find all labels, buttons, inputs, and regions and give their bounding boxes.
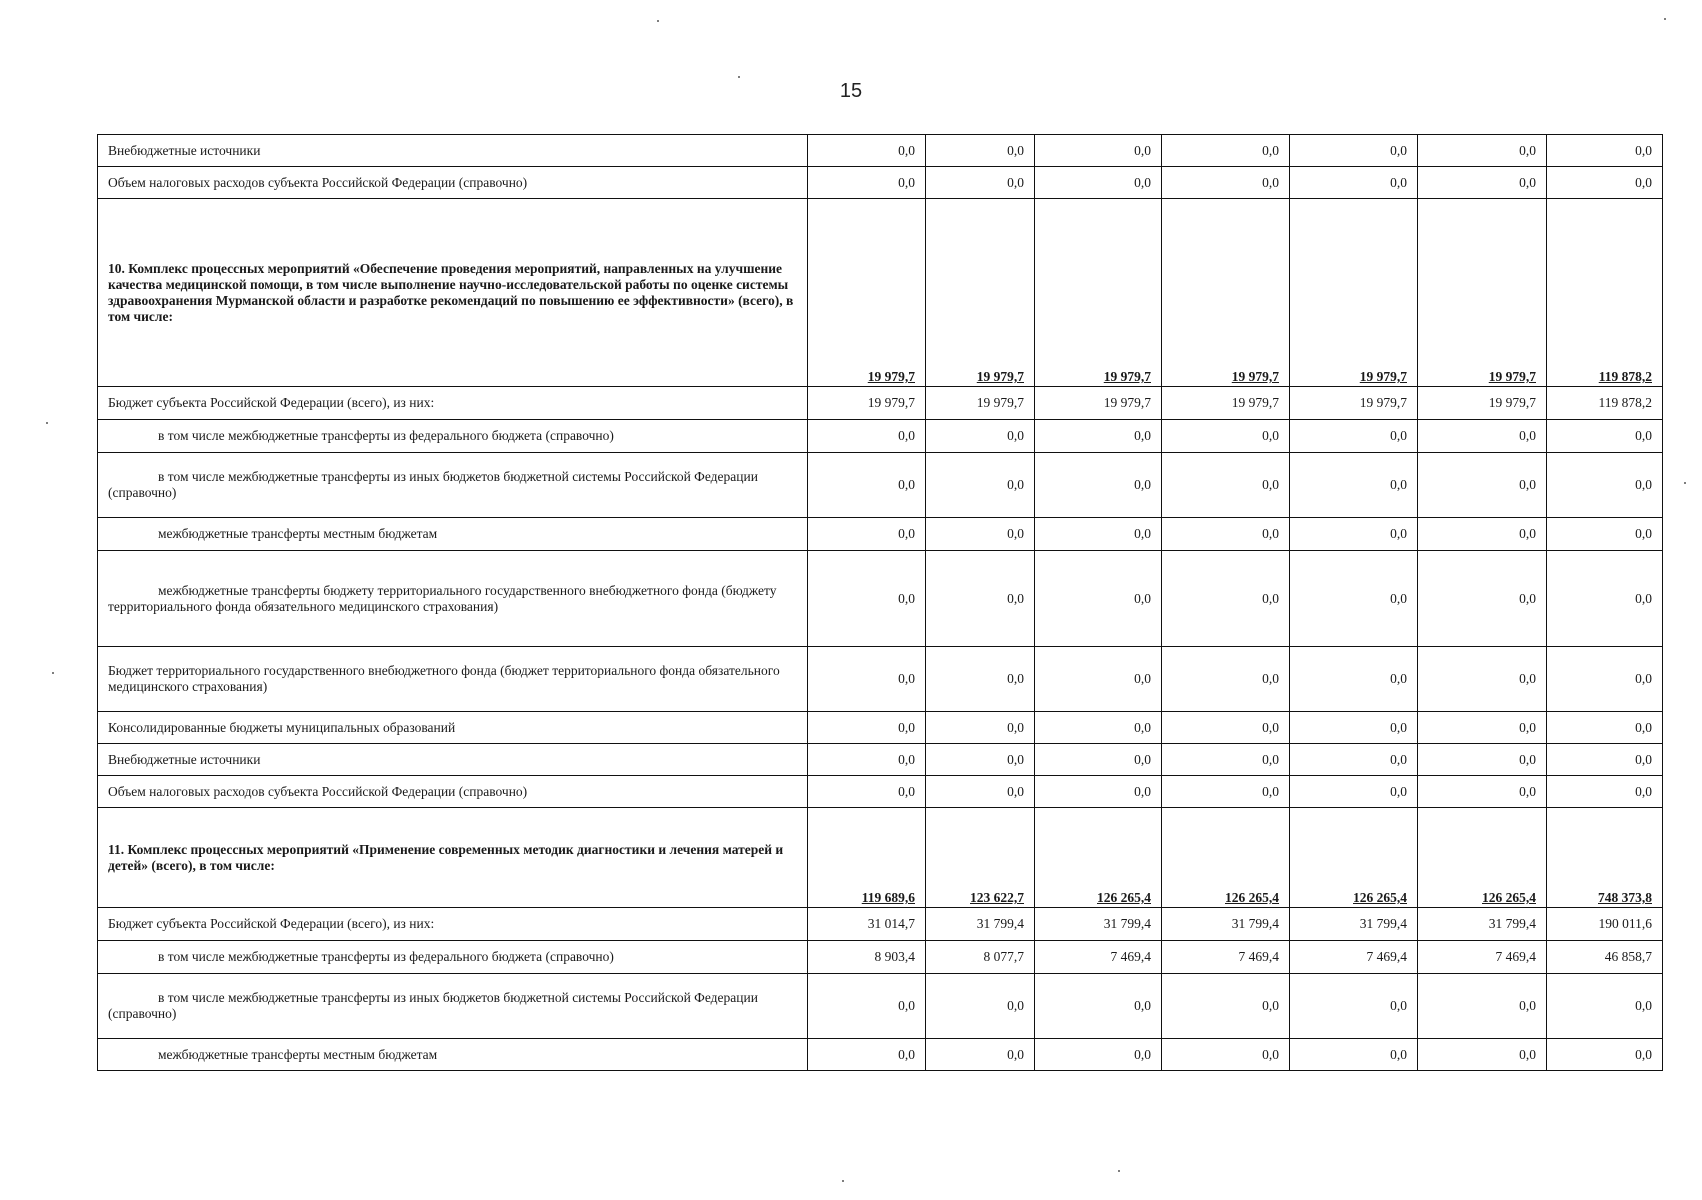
section-total-cell: 19 979,7 xyxy=(926,199,1035,387)
value-cell: 0,0 xyxy=(1162,551,1290,647)
value-cell: 0,0 xyxy=(926,744,1035,776)
value-cell: 0,0 xyxy=(1290,744,1418,776)
value-cell: 0,0 xyxy=(1162,744,1290,776)
value-cell: 0,0 xyxy=(808,135,926,167)
row-label: Внебюджетные источники xyxy=(98,135,808,167)
table-row xyxy=(98,647,1663,712)
value-cell: 19 979,7 xyxy=(926,387,1035,420)
value-cell: 31 799,4 xyxy=(1290,908,1418,941)
value-cell: 0,0 xyxy=(1418,1039,1547,1071)
value-cell: 0,0 xyxy=(1418,647,1547,712)
row-label: межбюджетные трансферты местным бюджетам xyxy=(98,518,808,551)
value-cell: 0,0 xyxy=(1418,776,1547,808)
row-label: Объем налоговых расходов субъекта Российской Федерации (справочно) xyxy=(98,167,808,199)
section-grand-total-cell: 119 878,2 xyxy=(1547,199,1663,387)
value-cell: 0,0 xyxy=(1418,712,1547,744)
total-cell: 0,0 xyxy=(1547,647,1663,712)
section-total-cell: 126 265,4 xyxy=(1035,808,1162,908)
scan-speck xyxy=(657,20,659,22)
value-cell: 0,0 xyxy=(1418,420,1547,453)
value-cell: 0,0 xyxy=(1035,712,1162,744)
value-cell: 0,0 xyxy=(1290,167,1418,199)
total-cell: 0,0 xyxy=(1547,974,1663,1039)
section-row xyxy=(98,199,1663,387)
value-cell: 0,0 xyxy=(808,712,926,744)
value-cell: 7 469,4 xyxy=(1290,941,1418,974)
value-cell: 0,0 xyxy=(1290,551,1418,647)
value-cell: 0,0 xyxy=(926,167,1035,199)
row-label: в том числе межбюджетные трансферты из федерального бюджета (справочно) xyxy=(98,941,808,974)
value-cell: 0,0 xyxy=(1162,518,1290,551)
scan-speck xyxy=(738,76,740,78)
total-cell: 190 011,6 xyxy=(1547,908,1663,941)
scan-speck xyxy=(1684,482,1686,484)
value-cell: 0,0 xyxy=(1035,167,1162,199)
scan-speck xyxy=(52,672,54,674)
total-cell: 0,0 xyxy=(1547,135,1663,167)
total-cell: 0,0 xyxy=(1547,420,1663,453)
value-cell: 0,0 xyxy=(926,453,1035,518)
value-cell: 19 979,7 xyxy=(1418,387,1547,420)
value-cell: 0,0 xyxy=(1035,1039,1162,1071)
scan-speck xyxy=(1118,1170,1120,1172)
value-cell: 8 903,4 xyxy=(808,941,926,974)
table-row xyxy=(98,518,1663,551)
value-cell: 7 469,4 xyxy=(1035,941,1162,974)
section-total-cell: 126 265,4 xyxy=(1290,808,1418,908)
row-label: Бюджет субъекта Российской Федерации (всего), из них: xyxy=(98,387,808,420)
value-cell: 7 469,4 xyxy=(1162,941,1290,974)
page-number: 15 xyxy=(839,80,863,102)
value-cell: 0,0 xyxy=(1290,135,1418,167)
value-cell: 0,0 xyxy=(1162,167,1290,199)
row-label: в том числе межбюджетные трансферты из иных бюджетов бюджетной системы Российской Федерации (справочно) xyxy=(98,974,808,1039)
value-cell: 0,0 xyxy=(1418,744,1547,776)
value-cell: 19 979,7 xyxy=(1162,387,1290,420)
section-total-cell: 19 979,7 xyxy=(1418,199,1547,387)
value-cell: 0,0 xyxy=(1418,518,1547,551)
value-cell: 31 799,4 xyxy=(1418,908,1547,941)
section-total-cell: 19 979,7 xyxy=(1290,199,1418,387)
total-cell: 0,0 xyxy=(1547,776,1663,808)
value-cell: 0,0 xyxy=(1290,420,1418,453)
table-row xyxy=(98,941,1663,974)
value-cell: 0,0 xyxy=(926,1039,1035,1071)
table-row xyxy=(98,387,1663,420)
value-cell: 0,0 xyxy=(1290,647,1418,712)
value-cell: 0,0 xyxy=(1162,974,1290,1039)
row-label: Консолидированные бюджеты муниципальных образований xyxy=(98,712,808,744)
value-cell: 0,0 xyxy=(926,647,1035,712)
value-cell: 0,0 xyxy=(808,744,926,776)
row-label: Бюджет территориального государственного внебюджетного фонда (бюджет территориального фонда обязательного медицинского страхования) xyxy=(98,647,808,712)
total-cell: 0,0 xyxy=(1547,167,1663,199)
section-total-cell: 126 265,4 xyxy=(1162,808,1290,908)
total-cell: 0,0 xyxy=(1547,1039,1663,1071)
table-row xyxy=(98,453,1663,518)
value-cell: 0,0 xyxy=(1290,776,1418,808)
value-cell: 0,0 xyxy=(1162,453,1290,518)
value-cell: 0,0 xyxy=(926,420,1035,453)
row-label: межбюджетные трансферты местным бюджетам xyxy=(98,1039,808,1071)
value-cell: 0,0 xyxy=(1035,647,1162,712)
value-cell: 0,0 xyxy=(926,135,1035,167)
table-row xyxy=(98,908,1663,941)
table-row xyxy=(98,551,1663,647)
value-cell: 8 077,7 xyxy=(926,941,1035,974)
section-total-cell: 119 689,6 xyxy=(808,808,926,908)
value-cell: 31 799,4 xyxy=(1162,908,1290,941)
value-cell: 0,0 xyxy=(1035,551,1162,647)
value-cell: 0,0 xyxy=(1418,135,1547,167)
value-cell: 0,0 xyxy=(1035,420,1162,453)
total-cell: 46 858,7 xyxy=(1547,941,1663,974)
value-cell: 0,0 xyxy=(1035,776,1162,808)
scan-speck xyxy=(1664,18,1666,20)
total-cell: 0,0 xyxy=(1547,744,1663,776)
section-total-cell: 123 622,7 xyxy=(926,808,1035,908)
total-cell: 0,0 xyxy=(1547,453,1663,518)
value-cell: 0,0 xyxy=(1290,453,1418,518)
value-cell: 0,0 xyxy=(1035,518,1162,551)
section-title: 11. Комплекс процессных мероприятий «Применение современных методик диагностики и лечения матерей и детей» (всего), в том числе: xyxy=(98,808,808,908)
value-cell: 31 799,4 xyxy=(926,908,1035,941)
budget-table-container xyxy=(97,134,1662,1071)
total-cell: 0,0 xyxy=(1547,551,1663,647)
value-cell: 0,0 xyxy=(926,551,1035,647)
section-total-cell: 126 265,4 xyxy=(1418,808,1547,908)
table-row xyxy=(98,135,1663,167)
value-cell: 0,0 xyxy=(808,776,926,808)
value-cell: 19 979,7 xyxy=(1035,387,1162,420)
value-cell: 0,0 xyxy=(808,551,926,647)
value-cell: 0,0 xyxy=(1290,1039,1418,1071)
section-total-cell: 19 979,7 xyxy=(1162,199,1290,387)
value-cell: 0,0 xyxy=(1162,776,1290,808)
value-cell: 0,0 xyxy=(1162,135,1290,167)
value-cell: 19 979,7 xyxy=(1290,387,1418,420)
value-cell: 31 014,7 xyxy=(808,908,926,941)
total-cell: 0,0 xyxy=(1547,518,1663,551)
row-label: Бюджет субъекта Российской Федерации (всего), из них: xyxy=(98,908,808,941)
row-label: Внебюджетные источники xyxy=(98,744,808,776)
value-cell: 0,0 xyxy=(808,974,926,1039)
value-cell: 0,0 xyxy=(926,518,1035,551)
section-title: 10. Комплекс процессных мероприятий «Обеспечение проведения мероприятий, направленных на улучшение качества медицинской помощи, в том числе выполнение научно-исследовательской работы по оценке системы здравоохранения Мурманской области и разработке рекомендаций по повышению ее эффективности» (всего), в том числе: xyxy=(98,199,808,387)
table-row xyxy=(98,1039,1663,1071)
scan-speck xyxy=(46,422,48,424)
total-cell: 0,0 xyxy=(1547,712,1663,744)
section-grand-total-cell: 748 373,8 xyxy=(1547,808,1663,908)
value-cell: 0,0 xyxy=(1162,1039,1290,1071)
table-row xyxy=(98,776,1663,808)
value-cell: 0,0 xyxy=(1162,647,1290,712)
value-cell: 0,0 xyxy=(1418,453,1547,518)
value-cell: 0,0 xyxy=(926,974,1035,1039)
value-cell: 0,0 xyxy=(1162,420,1290,453)
budget-table xyxy=(97,134,1663,1071)
row-label: в том числе межбюджетные трансферты из федерального бюджета (справочно) xyxy=(98,420,808,453)
value-cell: 0,0 xyxy=(1418,974,1547,1039)
value-cell: 0,0 xyxy=(1035,744,1162,776)
value-cell: 0,0 xyxy=(1290,712,1418,744)
value-cell: 0,0 xyxy=(808,518,926,551)
section-total-cell: 19 979,7 xyxy=(1035,199,1162,387)
total-cell: 119 878,2 xyxy=(1547,387,1663,420)
scan-speck xyxy=(842,1180,844,1182)
table-row xyxy=(98,744,1663,776)
value-cell: 0,0 xyxy=(808,647,926,712)
value-cell: 0,0 xyxy=(1162,712,1290,744)
value-cell: 31 799,4 xyxy=(1035,908,1162,941)
section-row xyxy=(98,808,1663,908)
value-cell: 0,0 xyxy=(808,453,926,518)
value-cell: 0,0 xyxy=(1035,453,1162,518)
value-cell: 0,0 xyxy=(926,776,1035,808)
value-cell: 0,0 xyxy=(808,420,926,453)
table-row xyxy=(98,167,1663,199)
table-row xyxy=(98,974,1663,1039)
value-cell: 0,0 xyxy=(1290,518,1418,551)
row-label: в том числе межбюджетные трансферты из иных бюджетов бюджетной системы Российской Федерации (справочно) xyxy=(98,453,808,518)
value-cell: 0,0 xyxy=(1035,974,1162,1039)
value-cell: 19 979,7 xyxy=(808,387,926,420)
value-cell: 0,0 xyxy=(1035,135,1162,167)
section-total-cell: 19 979,7 xyxy=(808,199,926,387)
row-label: межбюджетные трансферты бюджету территориального государственного внебюджетного фонда (бюджету территориального фонда обязательного медицинского страхования) xyxy=(98,551,808,647)
table-row xyxy=(98,420,1663,453)
value-cell: 7 469,4 xyxy=(1418,941,1547,974)
value-cell: 0,0 xyxy=(1418,551,1547,647)
value-cell: 0,0 xyxy=(926,712,1035,744)
value-cell: 0,0 xyxy=(1290,974,1418,1039)
value-cell: 0,0 xyxy=(1418,167,1547,199)
row-label: Объем налоговых расходов субъекта Российской Федерации (справочно) xyxy=(98,776,808,808)
value-cell: 0,0 xyxy=(808,1039,926,1071)
value-cell: 0,0 xyxy=(808,167,926,199)
table-row xyxy=(98,712,1663,744)
